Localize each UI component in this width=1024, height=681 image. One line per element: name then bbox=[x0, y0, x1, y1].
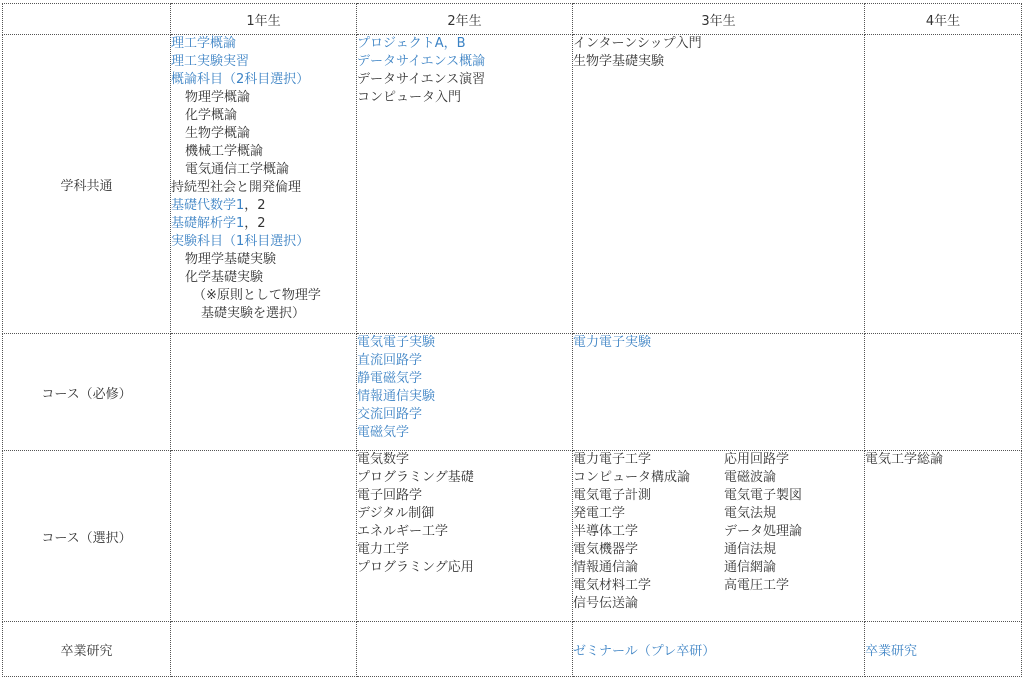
course-item: 半導体工学 bbox=[573, 524, 639, 539]
row-graduation bbox=[3, 622, 1022, 677]
course-item: 電気電子計測 bbox=[573, 488, 652, 503]
header-year-4: 4年生 bbox=[865, 4, 1022, 35]
course-item: 交流回路学 bbox=[357, 407, 423, 422]
course-item: 電力電子工学 bbox=[573, 452, 652, 467]
course-item: 応用回路学 bbox=[724, 452, 790, 467]
course-item: 化学概論 bbox=[185, 108, 238, 123]
course-item: 電気通信工学概論 bbox=[185, 162, 290, 177]
course-item: コンピュータ構成論 bbox=[573, 470, 691, 485]
header-year-3: 3年生 bbox=[573, 4, 865, 35]
cell-elective-year1 bbox=[171, 451, 357, 622]
course-item-suffix: ，2 bbox=[244, 216, 266, 231]
cell-elective-year4 bbox=[865, 451, 1022, 622]
course-item: デジタル制御 bbox=[357, 506, 435, 521]
cell-required-year2 bbox=[357, 334, 573, 451]
course-item: 電子回路学 bbox=[357, 488, 423, 503]
cell-graduation-year4: 卒業研究 bbox=[865, 622, 1022, 677]
row-label-common: 学科共通 bbox=[3, 35, 171, 334]
header-year-2: 2年生 bbox=[357, 4, 573, 35]
header-corner bbox=[3, 4, 171, 35]
course-item: 発電工学 bbox=[573, 506, 626, 521]
course-item: 通信法規 bbox=[724, 542, 777, 557]
course-note: 基礎実験を選択） bbox=[201, 306, 306, 321]
row-label-graduation: 卒業研究 bbox=[3, 622, 171, 677]
course-item: 情報通信実験 bbox=[357, 389, 436, 404]
course-item: 化学基礎実験 bbox=[185, 270, 264, 285]
row-label-required: コース（必修） bbox=[3, 334, 171, 451]
cell-common-year2 bbox=[357, 35, 573, 334]
course-item: 物理学概論 bbox=[185, 90, 251, 105]
course-item-suffix: ，2 bbox=[244, 198, 266, 213]
two-column-list bbox=[573, 451, 864, 613]
course-item: 信号伝送論 bbox=[573, 596, 639, 611]
curriculum-table bbox=[2, 3, 1022, 677]
course-item: 理工実験実習 bbox=[171, 54, 250, 69]
course-item: 電気法規 bbox=[724, 506, 777, 521]
course-item: 生物学概論 bbox=[185, 126, 251, 141]
course-item: 機械工学概論 bbox=[185, 144, 264, 159]
course-item: 電気工学総論 bbox=[865, 452, 944, 467]
cell-graduation-year3: ゼミナール（プレ卒研） bbox=[573, 622, 865, 677]
course-item: 概論科目（2科目選択） bbox=[171, 72, 310, 87]
course-column-right bbox=[724, 451, 802, 613]
course-item: 電気材料工学 bbox=[573, 578, 652, 593]
cell-common-year4 bbox=[865, 35, 1022, 334]
course-item-main: 基礎解析学1 bbox=[171, 216, 245, 231]
course-item: データサイエンス概論 bbox=[357, 54, 486, 69]
course-item: 電力電子実験 bbox=[573, 335, 652, 350]
course-item: 電力工学 bbox=[357, 542, 410, 557]
header-row bbox=[3, 4, 1022, 35]
cell-required-year4 bbox=[865, 334, 1022, 451]
course-item: エネルギー工学 bbox=[357, 524, 449, 539]
row-required bbox=[3, 334, 1022, 451]
course-item: 電磁波論 bbox=[724, 470, 777, 485]
course-item: 直流回路学 bbox=[357, 353, 423, 368]
course-item-main: 基礎代数学1 bbox=[171, 198, 245, 213]
cell-required-year3 bbox=[573, 334, 865, 451]
cell-common-year3 bbox=[573, 35, 865, 334]
course-item: 生物学基礎実験 bbox=[573, 54, 665, 69]
course-item: 電気電子製図 bbox=[724, 488, 803, 503]
row-common bbox=[3, 35, 1022, 334]
course-item: データサイエンス演習 bbox=[357, 72, 486, 87]
course-item: インターンシップ入門 bbox=[573, 36, 702, 51]
course-item: 物理学基礎実験 bbox=[185, 252, 277, 267]
cell-graduation-year2 bbox=[357, 622, 573, 677]
course-item bbox=[171, 215, 356, 233]
course-item: 電気電子実験 bbox=[357, 335, 436, 350]
course-item: 電磁気学 bbox=[357, 425, 410, 440]
course-item: コンピュータ入門 bbox=[357, 90, 462, 105]
course-item: プログラミング応用 bbox=[357, 560, 474, 575]
header-year-1: 1年生 bbox=[171, 4, 357, 35]
cell-required-year1 bbox=[171, 334, 357, 451]
course-item: 電気数学 bbox=[357, 452, 410, 467]
course-item: 電気機器学 bbox=[573, 542, 639, 557]
course-item: 実験科目（1科目選択） bbox=[171, 234, 310, 249]
course-item: 情報通信論 bbox=[573, 560, 639, 575]
course-item: 静電磁気学 bbox=[357, 371, 423, 386]
course-item: プログラミング基礎 bbox=[357, 470, 474, 485]
course-item: 高電圧工学 bbox=[724, 578, 790, 593]
cell-graduation-year1 bbox=[171, 622, 357, 677]
cell-common-year1 bbox=[171, 35, 357, 334]
row-elective bbox=[3, 451, 1022, 622]
course-item: プロジェクトA，B bbox=[357, 36, 466, 51]
cell-elective-year2 bbox=[357, 451, 573, 622]
course-item: 持続型社会と開発倫理 bbox=[171, 180, 302, 195]
cell-elective-year3 bbox=[573, 451, 865, 622]
course-item: データ処理論 bbox=[724, 524, 803, 539]
row-label-elective: コース（選択） bbox=[3, 451, 171, 622]
course-column-left bbox=[573, 451, 724, 613]
course-item: 理工学概論 bbox=[171, 36, 237, 51]
course-item: 通信網論 bbox=[724, 560, 777, 575]
course-item bbox=[171, 197, 356, 215]
course-note: （※原則として物理学 bbox=[193, 288, 321, 303]
